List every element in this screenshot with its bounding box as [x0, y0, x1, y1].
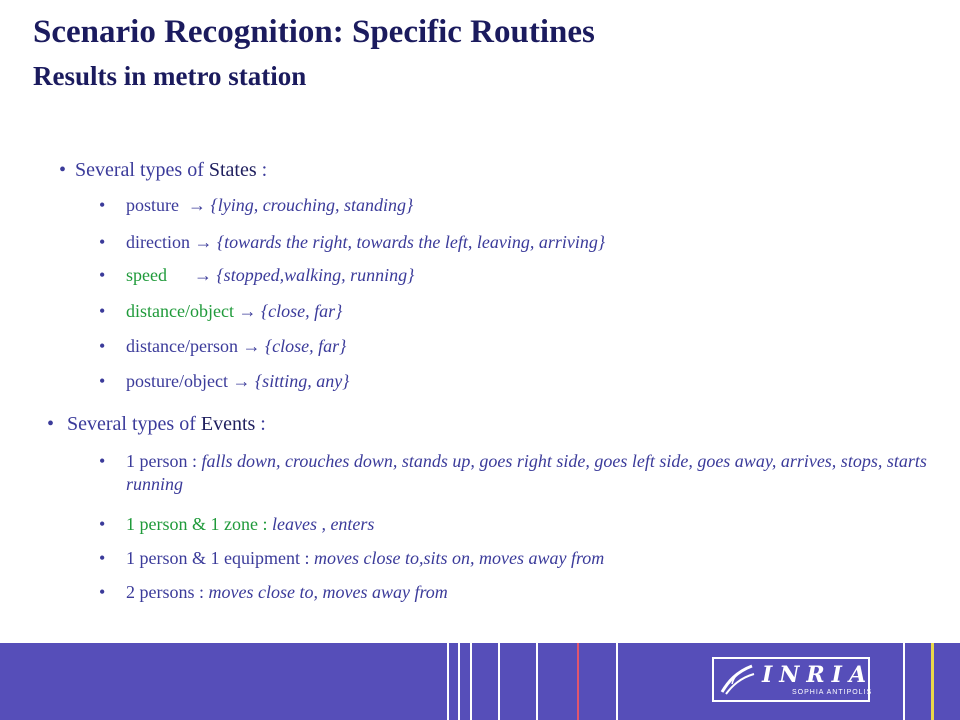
event-values: moves close to, moves away from [208, 582, 448, 602]
logo-wordmark: INRIA [762, 662, 874, 688]
event-values: leaves , enters [271, 514, 375, 534]
event-label: 2 persons : [126, 582, 209, 602]
arrow-icon: → [238, 301, 257, 321]
state-values: {lying, crouching, standing} [210, 195, 414, 215]
arrow-icon: → [193, 265, 212, 285]
state-label: distance/object [126, 301, 234, 321]
state-label: posture [126, 195, 179, 215]
list-bullet: • [99, 451, 106, 471]
state-values: {towards the right, towards the left, leaving, arriving} [216, 232, 606, 252]
list-bullet: • [99, 582, 106, 602]
footer-stripe [498, 643, 500, 720]
arrow-icon: → [188, 195, 206, 215]
arrow-icon: → [242, 336, 261, 356]
event-label: 1 person & 1 equipment : [126, 548, 314, 568]
list-bullet: • [99, 232, 106, 252]
event-item-1-person [99, 450, 939, 496]
footer-stripe-accent [931, 643, 934, 720]
slide-subtitle: Results in metro station [33, 61, 307, 91]
list-bullet: • [99, 301, 106, 321]
states-lead-colon: : [256, 159, 268, 181]
footer-stripe [903, 643, 905, 720]
slide-title: Scenario Recognition: Specific Routines [33, 14, 595, 50]
state-label: posture/object [126, 371, 228, 391]
arrow-icon: → [232, 371, 251, 391]
events-lead-colon: : [255, 413, 266, 435]
state-label: distance/person [126, 336, 238, 356]
list-bullet: • [99, 265, 106, 285]
state-label: direction [126, 232, 190, 252]
event-label: 1 person : [126, 451, 202, 471]
footer-stripe [536, 643, 538, 720]
states-lead-text: Several types of [75, 159, 209, 181]
footer-stripe [616, 643, 618, 720]
logo-tagline: SOPHIA ANTIPOLIS [792, 689, 873, 696]
inria-emblem-icon [718, 662, 758, 698]
state-values: {sitting, any} [254, 371, 350, 391]
event-label: 1 person & 1 zone : [126, 514, 272, 534]
section-bullet: • [59, 159, 67, 181]
events-lead-text: Several types of [67, 413, 201, 435]
state-label: speed [126, 265, 167, 285]
states-group-name: States [208, 159, 257, 181]
list-bullet: • [99, 195, 106, 215]
state-values: {stopped,walking, running} [216, 265, 415, 285]
footer-stripe [458, 643, 460, 720]
list-bullet: • [99, 514, 106, 534]
footer-stripe [447, 643, 449, 720]
state-values: {close, far} [264, 336, 347, 356]
events-group-name: Events [200, 413, 256, 435]
footer-stripe [470, 643, 472, 720]
event-values: falls down, crouches down, stands up, goes right side, goes left side, goes away, arrives, stops, starts running [126, 451, 927, 494]
inria-logo [712, 657, 874, 702]
section-bullet: • [47, 413, 55, 435]
state-values: {close, far} [260, 301, 343, 321]
list-bullet: • [99, 336, 106, 356]
footer-stripe-accent [577, 643, 579, 720]
list-bullet: • [99, 371, 106, 391]
arrow-icon: → [194, 232, 213, 252]
event-values: moves close to,sits on, moves away from [313, 548, 605, 568]
list-bullet: • [99, 548, 106, 568]
